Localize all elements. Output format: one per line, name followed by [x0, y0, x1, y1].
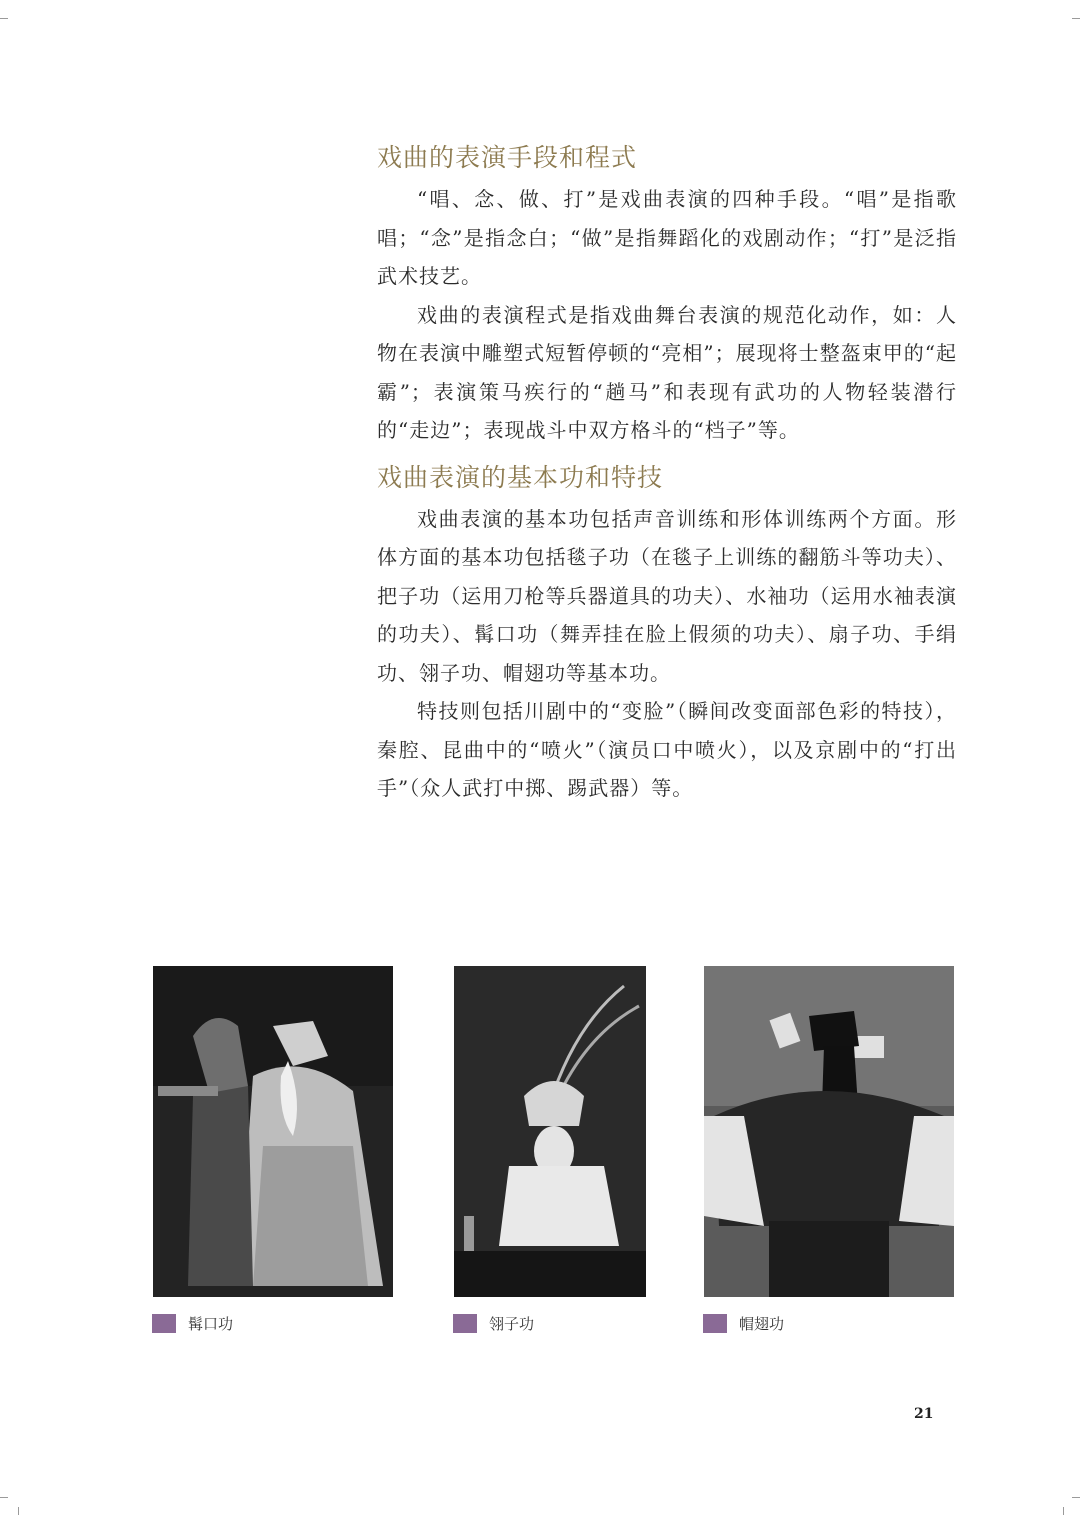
- photo-image: [454, 966, 646, 1297]
- caption-text: 翎子功: [489, 1314, 535, 1333]
- section-heading: 戏曲表演的基本功和特技: [377, 462, 664, 492]
- photo-caption: [453, 1312, 534, 1334]
- photo-image: [153, 966, 393, 1297]
- crop-mark: [1072, 1497, 1080, 1498]
- photo-pheasant-feather-skill: [454, 966, 646, 1297]
- paragraph: 戏曲表演的基本功包括声音训练和形体训练两个方面。形体方面的基本功包括毯子功（在毯子上训练的翻筋斗等功夫）、把子功（运用刀枪等兵器道具的功夫）、水袖功（运用水袖表演的功夫）、髯口功（舞弄挂在脸上假须的功夫）、扇子功、手绢功、翎子功、帽翅功等基本功。: [377, 506, 957, 685]
- crop-mark: [1063, 1507, 1064, 1515]
- caption-swatch: [453, 1314, 477, 1333]
- crop-mark: [0, 18, 8, 19]
- text-column: [377, 140, 957, 808]
- photo-beard-skill: [153, 966, 393, 1297]
- photo-hat-wing-skill: [704, 966, 954, 1297]
- paragraph: 特技则包括川剧中的“变脸”（瞬间改变面部色彩的特技），秦腔、昆曲中的“喷火”（演员口中喷火），以及京剧中的“打出手”（众人武打中掷、踢武器）等。: [377, 699, 957, 800]
- paragraph: 戏曲的表演程式是指戏曲舞台表演的规范化动作，如：人物在表演中雕塑式短暂停顿的“亮相”；展现将士整盔束甲的“起霸”；表演策马疾行的“趟马”和表现有武功的人物轻装潜行的“走边”；表现战斗中双方格斗的“档子”等。: [377, 302, 957, 442]
- caption-text: 帽翅功: [739, 1314, 785, 1333]
- crop-mark: [0, 1497, 8, 1498]
- crop-mark: [18, 1507, 19, 1515]
- section-heading: 戏曲的表演手段和程式: [377, 143, 638, 172]
- caption-swatch: [152, 1314, 176, 1333]
- paragraph: “唱、念、做、打”是戏曲表演的四种手段。“唱”是指歌唱；“念”是指念白；“做”是指舞蹈化的戏剧动作；“打”是泛指武术技艺。: [377, 187, 957, 288]
- page-number: 21: [914, 1406, 934, 1422]
- caption-swatch: [703, 1314, 727, 1333]
- photo-image: [704, 966, 954, 1297]
- crop-mark: [1072, 18, 1080, 19]
- photo-caption: [152, 1312, 233, 1334]
- photo-caption: [703, 1312, 784, 1334]
- caption-text: 髯口功: [188, 1314, 234, 1333]
